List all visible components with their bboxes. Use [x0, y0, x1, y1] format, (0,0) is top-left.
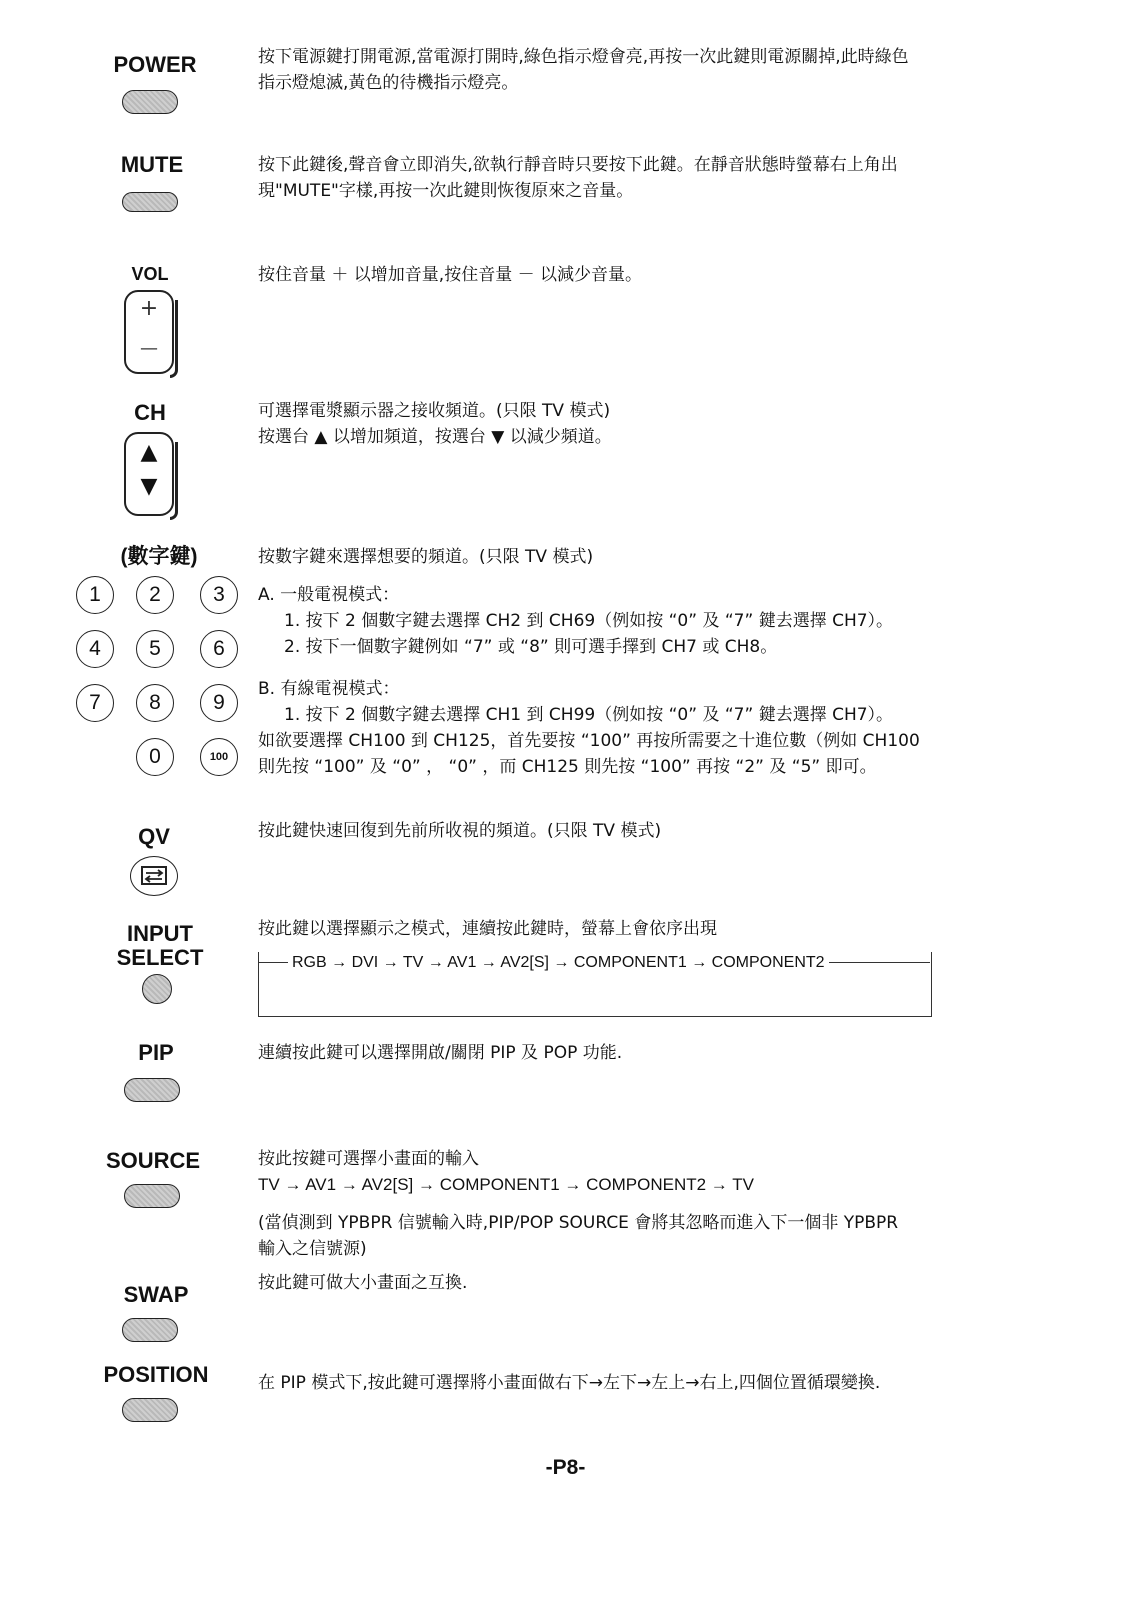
input-select-button[interactable]	[142, 974, 172, 1004]
pip-button[interactable]	[124, 1078, 180, 1102]
vol-plus-button[interactable]: +	[139, 296, 159, 321]
input-select-label-1: INPUT	[127, 921, 193, 946]
num-key-4[interactable]: 4	[76, 630, 114, 668]
position-label: POSITION	[103, 1362, 209, 1387]
vol-label: VOL	[131, 264, 169, 284]
qv-button[interactable]	[130, 856, 178, 896]
mute-label: MUTE	[120, 152, 184, 177]
numeric-intro: 按數字鍵來選擇想要的頻道。(只限 TV 模式)	[258, 547, 594, 567]
source-desc-2: TV → AV1 → AV2[S] → COMPONENT1 → COMPONENT2 → TV	[258, 1175, 754, 1194]
input-cycle-sequence: RGB → DVI → TV → AV1 → AV2[S] → COMPONENT1 → COMPONENT2	[288, 954, 829, 972]
num-key-7[interactable]: 7	[76, 684, 114, 722]
numeric-a1: 1. 按下 2 個數字鍵去選擇 CH2 到 CH69（例如按 “0” 及 “7” 鍵去選擇 CH7）。	[284, 611, 894, 631]
ch-down-button[interactable]: ▼	[140, 474, 158, 499]
source-note-1: (當偵測到 YPBPR 信號輸入時,PIP/POP SOURCE 會將其忽略而進入下一個非 YPBPR	[258, 1213, 899, 1233]
pip-label: PIP	[138, 1040, 174, 1065]
qv-label: QV	[138, 824, 170, 849]
page-number: -P8-	[545, 1456, 586, 1479]
source-button[interactable]	[124, 1184, 180, 1208]
mute-button[interactable]	[122, 192, 178, 212]
num-key-9[interactable]: 9	[200, 684, 238, 722]
source-label: SOURCE	[105, 1148, 201, 1173]
numeric-label: (數字鍵)	[120, 545, 198, 568]
vol-minus-button[interactable]: —	[140, 338, 158, 359]
input-select-label-2: SELECT	[116, 945, 204, 970]
swap-label: SWAP	[123, 1282, 189, 1307]
numeric-b2: 如欲要選擇 CH100 到 CH125，首先要按 “100” 再按所需要之十進位數（例如 CH100	[258, 731, 920, 751]
swap-button[interactable]	[122, 1318, 178, 1342]
position-button[interactable]	[122, 1398, 178, 1422]
num-key-5[interactable]: 5	[136, 630, 174, 668]
power-desc-2: 指示燈熄滅,黃色的待機指示燈亮。	[258, 73, 519, 93]
num-key-3[interactable]: 3	[200, 576, 238, 614]
ch-desc-2: 按選台 ▲ 以增加頻道，按選台 ▼ 以減少頻道。	[258, 427, 612, 447]
num-key-2[interactable]: 2	[136, 576, 174, 614]
qv-desc: 按此鍵快速回復到先前所收視的頻道。(只限 TV 模式)	[258, 821, 662, 841]
numeric-a2: 2. 按下一個數字鍵例如 “7” 或 “8” 則可選手擇到 CH7 或 CH8。	[284, 637, 778, 657]
numeric-b3: 則先按 “100” 及 “0” ， “0” ，而 CH125 則先按 “100” 再按 “2” 及 “5” 即可。	[258, 757, 877, 777]
num-key-6[interactable]: 6	[200, 630, 238, 668]
swap-desc: 按此鍵可做大小畫面之互換.	[258, 1273, 468, 1293]
pip-desc: 連續按此鍵可以選擇開啟/關閉 PIP 及 POP 功能.	[258, 1043, 623, 1063]
ch-rocker[interactable]	[124, 432, 174, 516]
numeric-a-title: A. 一般電視模式：	[258, 585, 400, 605]
power-desc-1: 按下電源鍵打開電源,當電源打開時,綠色指示燈會亮,再按一次此鍵則電源關掉,此時綠色	[258, 47, 909, 67]
ch-desc-1: 可選擇電漿顯示器之接收頻道。(只限 TV 模式)	[258, 401, 611, 421]
vol-desc: 按住音量 ＋ 以增加音量,按住音量 － 以減少音量。	[258, 265, 643, 285]
vol-rocker[interactable]	[124, 290, 174, 374]
position-desc: 在 PIP 模式下,按此鍵可選擇將小畫面做右下→左下→左上→右上,四個位置循環變換.	[258, 1373, 881, 1393]
swap-arrows-icon	[131, 857, 177, 895]
power-button[interactable]	[122, 90, 178, 114]
mute-desc-2: 現"MUTE"字樣,再按一次此鍵則恢復原來之音量。	[258, 181, 634, 201]
numeric-b1: 1. 按下 2 個數字鍵去選擇 CH1 到 CH99（例如按 “0” 及 “7” 鍵去選擇 CH7）。	[284, 705, 894, 725]
input-select-desc: 按此鍵以選擇顯示之模式，連續按此鍵時，螢幕上會依序出現	[258, 919, 717, 939]
numeric-b-title: B. 有線電視模式：	[258, 679, 400, 699]
source-desc-1: 按此按鍵可選擇小畫面的輸入	[258, 1149, 479, 1169]
num-key-8[interactable]: 8	[136, 684, 174, 722]
num-key-0[interactable]: 0	[136, 738, 174, 776]
power-label: POWER	[113, 52, 197, 77]
source-note-2: 輸入之信號源)	[258, 1239, 367, 1259]
ch-label: CH	[134, 400, 166, 425]
num-key-100[interactable]: 100	[200, 738, 238, 776]
ch-up-button[interactable]: ▲	[140, 440, 158, 465]
mute-desc-1: 按下此鍵後,聲音會立即消失,欲執行靜音時只要按下此鍵。在靜音狀態時螢幕右上角出	[258, 155, 898, 175]
num-key-1[interactable]: 1	[76, 576, 114, 614]
